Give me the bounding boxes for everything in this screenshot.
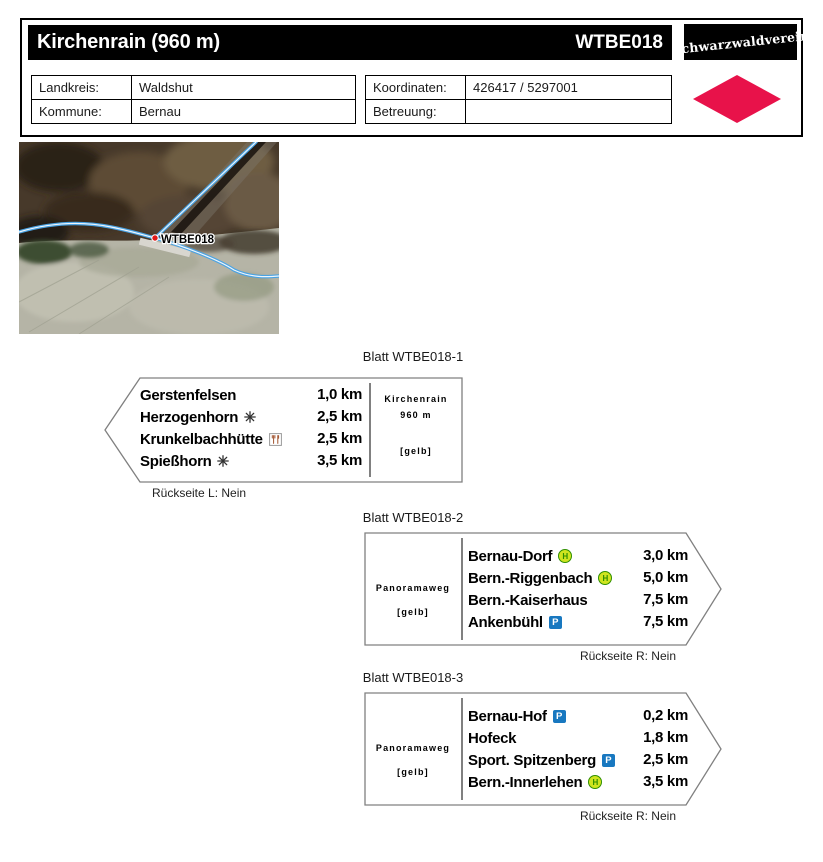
destination-distance: 2,5 km bbox=[317, 430, 362, 447]
parking-icon: P bbox=[549, 616, 562, 629]
destination-distance: 3,5 km bbox=[643, 773, 688, 790]
panel-route-name: Panoramaweg bbox=[375, 743, 451, 753]
title-bar bbox=[28, 25, 672, 60]
destination-name: Spießhorn bbox=[140, 452, 212, 470]
destination-name: Sport. Spitzenberg bbox=[468, 751, 596, 769]
page-title: Kirchenrain (960 m) bbox=[37, 31, 220, 53]
destination-name: Herzogenhorn bbox=[140, 408, 239, 426]
sheet2-title: Blatt WTBE018-2 bbox=[362, 510, 464, 525]
sheet3-back-label: Rückseite R: Nein bbox=[579, 809, 676, 823]
sign-row bbox=[468, 547, 688, 565]
sign-row bbox=[468, 707, 688, 725]
destination-distance: 0,2 km bbox=[643, 707, 688, 724]
restaurant-icon bbox=[269, 433, 282, 446]
kommune-label: Kommune: bbox=[32, 100, 132, 124]
bus-stop-icon: H bbox=[598, 571, 612, 585]
info-table-right bbox=[365, 75, 672, 124]
destination-distance: 2,5 km bbox=[643, 751, 688, 768]
panel-route-name: Panoramaweg bbox=[375, 583, 451, 593]
org-logo bbox=[671, 24, 810, 60]
sign-row bbox=[468, 773, 688, 791]
koordinaten-value: 426417 / 5297001 bbox=[466, 76, 672, 100]
snowflake-icon bbox=[244, 411, 256, 423]
panel-color-label: [gelb] bbox=[397, 767, 429, 777]
sheet3-title: Blatt WTBE018-3 bbox=[362, 670, 464, 685]
sign-row bbox=[468, 569, 688, 587]
panel-color-label: [gelb] bbox=[400, 446, 432, 456]
bus-stop-icon: H bbox=[558, 549, 572, 563]
destination-name: Bern.-Innerlehen bbox=[468, 773, 583, 791]
destination-distance: 2,5 km bbox=[317, 408, 362, 425]
landkreis-label: Landkreis: bbox=[32, 76, 132, 100]
org-logo-text: Schwarzwaldverein bbox=[671, 27, 810, 57]
aerial-map-image bbox=[19, 142, 279, 334]
landkreis-value: Waldshut bbox=[132, 76, 356, 100]
destination-name: Bernau-Hof bbox=[468, 707, 547, 725]
destination-distance: 3,0 km bbox=[643, 547, 688, 564]
destination-name: Bernau-Dorf bbox=[468, 547, 553, 565]
sheet2-route-panel bbox=[367, 537, 459, 641]
trail-marker-diamond-icon bbox=[693, 75, 781, 128]
destination-name: Ankenbühl bbox=[468, 613, 543, 631]
sign-row bbox=[140, 386, 362, 404]
sheet2-back-label: Rückseite R: Nein bbox=[579, 649, 676, 663]
sheet3-route-panel bbox=[367, 697, 459, 801]
destination-name: Bern.-Riggenbach bbox=[468, 569, 593, 587]
destination-distance: 3,5 km bbox=[317, 452, 362, 469]
destination-distance: 7,5 km bbox=[643, 591, 688, 608]
destination-distance: 1,0 km bbox=[317, 386, 362, 403]
info-table-left bbox=[31, 75, 356, 124]
kommune-value: Bernau bbox=[132, 100, 356, 124]
parking-icon: P bbox=[553, 710, 566, 723]
destination-name: Krunkelbachhütte bbox=[140, 430, 263, 448]
signpost-code: WTBE018 bbox=[575, 31, 663, 53]
destination-distance: 5,0 km bbox=[643, 569, 688, 586]
sign-row bbox=[468, 591, 688, 609]
sheet1-title: Blatt WTBE018-1 bbox=[362, 349, 464, 364]
koordinaten-label: Koordinaten: bbox=[366, 76, 466, 100]
sign-row bbox=[468, 751, 688, 769]
sign-row bbox=[140, 452, 362, 470]
sign-row bbox=[140, 408, 362, 426]
sheet1-back-label: Rückseite L: Nein bbox=[152, 486, 247, 500]
destination-name: Hofeck bbox=[468, 729, 517, 747]
betreuung-value bbox=[466, 100, 672, 124]
sign-row bbox=[468, 613, 688, 631]
panel-color-label: [gelb] bbox=[397, 607, 429, 617]
snowflake-icon bbox=[217, 455, 229, 467]
sign-row bbox=[140, 430, 362, 448]
destination-distance: 1,8 km bbox=[643, 729, 688, 746]
betreuung-label: Betreuung: bbox=[366, 100, 466, 124]
destination-distance: 7,5 km bbox=[643, 613, 688, 630]
map-marker-icon bbox=[152, 235, 158, 241]
parking-icon: P bbox=[602, 754, 615, 767]
panel-elevation: 960 m bbox=[400, 410, 432, 420]
sign-row bbox=[468, 729, 688, 747]
destination-name: Bern.-Kaiserhaus bbox=[468, 591, 588, 609]
bus-stop-icon: H bbox=[588, 775, 602, 789]
map-marker-label: WTBE018 bbox=[161, 234, 215, 246]
panel-location-name: Kirchenrain bbox=[384, 394, 448, 404]
sheet1-location-panel bbox=[372, 382, 460, 478]
destination-name: Gerstenfelsen bbox=[140, 386, 237, 404]
